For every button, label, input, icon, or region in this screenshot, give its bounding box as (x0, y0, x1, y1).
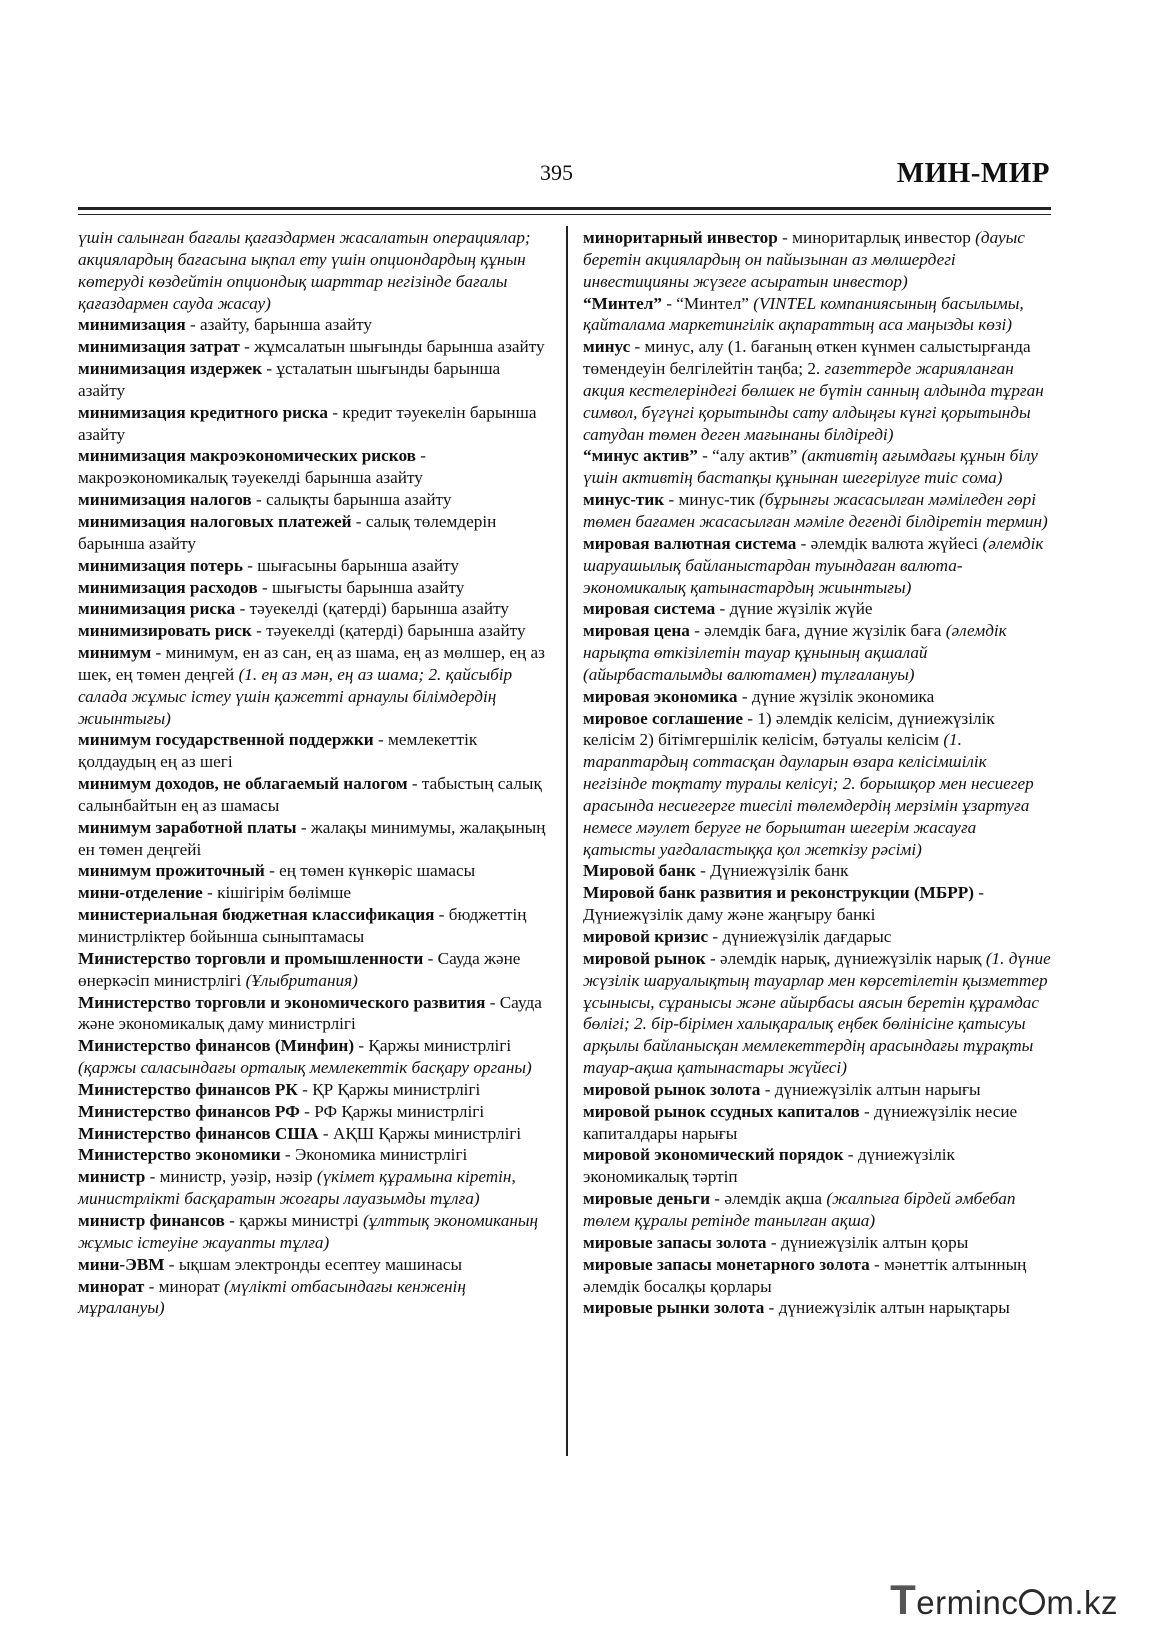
entry-translation: салықты барынша азайту (265, 490, 452, 510)
entry-term: Мировой банк (583, 861, 696, 881)
entry-definition: (1. ең аз мән, ең аз шама; 2. қайсыбір салада жұмыс істеу үшін қажетті арнаулы білімдердің жиынтығы) (78, 664, 513, 728)
entry-definition: үшін салынған бағалы қағаздармен жасалатын операциялар; акциялардың бағасына ықпал ету үшін опциондардың құнын көтеруді көздейтін опциондық шарттар негізінде бағалы қағаздармен сауда жасау) (78, 228, 531, 313)
entry-translation: дүниежүзілік несие капиталдары нарығы (583, 1101, 1018, 1143)
entry-separator: - (869, 1254, 885, 1274)
entry-definition: (әлемдік нарықта өткізілетін тауар құнының ақшалай (айырбасталымды валютамен) тұлғалануы) (583, 621, 1007, 684)
entry-translation: ең төмен күнкөріс шамасы (279, 861, 476, 881)
entry-separator: - (777, 228, 793, 247)
entry-separator: - (327, 402, 343, 422)
entry-term: минимизация кредитного риска (78, 402, 328, 422)
entry-separator: - (695, 861, 711, 881)
dictionary-entry (583, 293, 1051, 337)
entry-translation: 1) әлемдік келісім, дүниежүзілік келісім 2) бітімгершілік келісім, бәтуалы келісім (583, 708, 995, 750)
entry-translation: ықшам электронды есептеу машинасы (178, 1254, 462, 1274)
entry-translation: кредит тәуекелін барынша азайту (78, 402, 537, 444)
entry-separator: - (843, 1145, 858, 1165)
entry-translation: әлемдік валюта жүйесі (810, 533, 983, 553)
entry-translation: дүние жүзілік жүйе (729, 599, 873, 619)
entry-term: мировой рынок ссудных капиталов (583, 1101, 860, 1121)
entry-translation: миноритарлық инвестор (792, 228, 976, 247)
entry-term: мировая экономика (583, 686, 738, 706)
entry-separator: - (296, 817, 311, 837)
dictionary-entry (78, 729, 548, 773)
dictionary-entry (78, 314, 548, 336)
entry-separator: - (689, 621, 705, 641)
entry-separator: - (709, 1189, 725, 1209)
entry-translation: әлемдік нарық, дүниежүзілік нарық (720, 948, 986, 968)
dictionary-entry (78, 1079, 548, 1101)
dictionary-entry (78, 598, 548, 620)
entry-separator: - (264, 861, 280, 881)
entry-term: Министерство экономики (78, 1145, 281, 1165)
dictionary-entry (78, 1166, 548, 1210)
entry-translation: Дүниежүзілік банк (710, 861, 849, 881)
dictionary-entry (78, 882, 548, 904)
entry-separator: - (242, 555, 258, 575)
dictionary-entry (78, 1254, 548, 1276)
entry-separator: - (373, 730, 388, 750)
entry-term: мини-ЭВМ (78, 1254, 165, 1274)
entry-separator: - (145, 1167, 160, 1187)
entry-definition: (жалпыға бірдей әмбебап төлем құралы ретінде танылған ақша) (583, 1189, 1016, 1230)
page-number: 395 (540, 160, 573, 185)
entry-separator: - (235, 599, 250, 619)
entry-separator: - (407, 774, 422, 794)
entry-term: мировой кризис (583, 927, 709, 946)
entry-term: миноритарный инвестор (583, 228, 778, 247)
dictionary-entry (78, 1276, 548, 1320)
entry-term: Министерство финансов США (78, 1123, 319, 1143)
entry-translation: тәуекелді (қатерді) барынша азайту (249, 599, 509, 619)
entry-term: мировые запасы монетарного золота (583, 1254, 870, 1274)
entry-translation: макроэкономикалық тәуекелді барынша азайту (78, 468, 423, 488)
entry-translation: минорат (158, 1276, 225, 1296)
entry-term: минорат (78, 1276, 145, 1296)
entry-translation: дүниежүзілік алтын қоры (780, 1232, 969, 1252)
entry-translation: тәуекелді (қатерді) барынша азайту (266, 621, 526, 641)
entry-term: минимум прожиточный (78, 861, 265, 881)
dictionary-entry (78, 817, 548, 861)
entry-term: мировые деньги (583, 1189, 710, 1209)
entry-separator: - (164, 1254, 179, 1274)
dictionary-entry (583, 1079, 1051, 1101)
entry-definition: (1. тараптардың соттасқан дауларын өзара келісімшілік негізінде тоқтату туралы келісуі; 2. борышқор мен несиегер арасында несиегерге тиесілі төлемдердің мерзімін ұзартуға немесе мәулет беруге не борыштан шегерім жасауға қатысты уағдаластыққа қол жеткізу рәсімі) (583, 730, 1034, 859)
entry-separator: - (766, 1232, 781, 1252)
entry-translation: Сауда және экономикалық даму министрлігі (78, 992, 542, 1034)
entry-translation: кішігірім бөлімше (217, 883, 352, 903)
dictionary-entry (78, 1144, 548, 1166)
entry-translation: дүниежүзілік алтын нарықтары (778, 1298, 1010, 1318)
entry-term: минимизировать риск (78, 621, 252, 641)
entry-term: минимум заработной платы (78, 817, 297, 837)
entry-definition: (1. дүние жүзілік шаруалықтың тауарлар мен көрсетілетін қызметтер ұсынысы, сұранысы және айырбасы аясын беретін құрамдас бөлігі; 2. бір-бірімен халықаралық еңбек бөлінісіне қатысуы арқылы байланысқан мемлекеттердің арасындағы тұрақты тауар-ақша қатынастары жүйесі) (583, 948, 1051, 1078)
entry-definition: (үкімет құрамына кіретін, министрлікті басқаратын жоғары лауазымды тұлға) (78, 1167, 516, 1209)
entry-separator: - (415, 446, 426, 466)
entry-separator: - (185, 315, 200, 335)
dictionary-entry (583, 1101, 1051, 1145)
entry-translation: мәнеттік алтынның әлемдік босалқы қорлары (583, 1254, 1027, 1296)
dictionary-entry (583, 708, 1051, 861)
dictionary-entry (583, 533, 1051, 599)
column-divider (566, 226, 568, 1456)
entry-term: мировое соглашение (583, 708, 743, 728)
entry-term: министр финансов (78, 1210, 225, 1230)
entry-term: минимизация налоговых платежей (78, 511, 352, 531)
right-column (583, 227, 1051, 1319)
entry-separator: - (224, 1210, 240, 1230)
entry-separator: - (239, 337, 255, 357)
entry-separator: - (351, 511, 366, 531)
entry-separator: - (974, 883, 985, 903)
dictionary-entry (583, 598, 1051, 620)
dictionary-entry (583, 948, 1051, 1079)
dictionary-entry (583, 1297, 1051, 1319)
dictionary-entry (78, 773, 548, 817)
entry-separator: - (630, 337, 645, 357)
entry-translation: жалақы минимумы, жалақының ен төмен деңгейі (78, 817, 546, 859)
dictionary-entry (78, 402, 548, 446)
entry-term: “Минтел” (583, 293, 662, 313)
entry-term: минимум государственной поддержки (78, 730, 374, 750)
dictionary-entry (78, 511, 548, 555)
entry-translation: “алу актив” (712, 446, 802, 466)
entry-separator: - (859, 1101, 875, 1121)
entry-translation: минимум, ен аз сан, ең аз шама, ең аз мөлшер, ең аз шек, ең төмен деңгей (78, 643, 545, 684)
entry-separator: - (280, 1145, 295, 1165)
entry-translation: бюджеттің министрліктер бойынша сыныптамасы (78, 905, 527, 946)
entry-term: минимизация расходов (78, 577, 258, 597)
termincom-logo: Terminc m.kz (890, 1576, 1118, 1623)
entry-separator: - (661, 293, 677, 313)
entry-term: минус-тик (583, 490, 665, 510)
dictionary-entry (78, 555, 548, 577)
entry-term: минимизация затрат (78, 337, 240, 357)
entry-translation: Экономика министрлігі (294, 1145, 468, 1165)
entry-term: минимум доходов, не облагаемый налогом (78, 774, 408, 794)
entry-translation: минус, алу (1. бағаның өткен күнмен салыстырғанда төмендеуін белгілейтін таңба; 2. (583, 337, 1031, 379)
dictionary-entry (583, 227, 1051, 293)
dictionary-entry (78, 489, 548, 511)
entry-translation: қаржы министрі (239, 1210, 363, 1230)
entry-definition: (қаржы саласындағы орталық мемлекеттік басқару органы) (78, 1058, 532, 1078)
entry-definition: (VINTEL компаниясының басылымы, қайталама маркетингілік ақпараттың аса маңызды көзі) (583, 293, 1024, 335)
dictionary-entry (583, 1188, 1051, 1232)
dictionary-entry (583, 882, 1051, 926)
entry-translation: табыстың салық салынбайтын ең аз шамасы (78, 774, 542, 815)
entry-separator: - (485, 992, 500, 1012)
entry-translation: азайту, барынша азайту (199, 315, 372, 335)
dictionary-entry (78, 445, 548, 489)
entry-separator: - (760, 1079, 775, 1099)
entry-term: минимизация риска (78, 599, 236, 619)
dictionary-entry (78, 1101, 548, 1123)
entry-separator: - (257, 577, 272, 597)
entry-translation: ҚР Қаржы министрлігі (312, 1079, 481, 1099)
dictionary-entry (583, 620, 1051, 686)
entry-term: минимизация макроэкономических рисков (78, 446, 416, 466)
dictionary-entry (78, 1210, 548, 1254)
entry-separator: - (144, 1276, 159, 1296)
entry-term: мировая цена (583, 621, 690, 641)
entry-separator: - (764, 1298, 779, 1318)
section-title: МИН-МИР (896, 157, 1050, 189)
dictionary-entry (78, 336, 548, 358)
entry-separator: - (715, 599, 730, 619)
entry-separator: - (742, 708, 758, 728)
entry-translation: салық төлемдерін барынша азайту (78, 511, 497, 553)
entry-translation: шығасыны барынша азайту (257, 555, 459, 575)
entry-definition: (дауыс беретін акциялардың он пайызынан аз мөлшердегі инвестицияны жүзеге асыратын инвестор) (583, 228, 1025, 291)
entry-translation: дүние жүзілік экономика (751, 686, 935, 706)
entry-translation: дүниежүзілік дағдарыс (722, 927, 892, 946)
dictionary-entry (78, 577, 548, 599)
dictionary-entry (78, 642, 548, 729)
entry-term: минимизация потерь (78, 555, 243, 575)
entry-term: Мировой банк развития и реконструкции (МБРР) (583, 883, 974, 903)
entry-translation: министр, уәзір, нәзір (159, 1167, 317, 1187)
entry-term: мировая валютная система (583, 533, 797, 553)
entry-term: мини-отделение (78, 883, 203, 903)
entry-term: мировой рынок золота (583, 1079, 761, 1099)
entry-term: министр (78, 1167, 146, 1187)
entry-term: минимизация налогов (78, 490, 252, 510)
entry-separator: - (708, 927, 723, 946)
entry-term: Министерство финансов РК (78, 1079, 298, 1099)
entry-term: Министерство финансов РФ (78, 1101, 300, 1121)
dictionary-entry (583, 336, 1051, 445)
entry-translation: Сауда және өнеркәсіп министрлігі (78, 948, 521, 990)
dictionary-entry (583, 1232, 1051, 1254)
dictionary-entry (78, 904, 548, 948)
entry-translation: әлемдік баға, дүние жүзілік баға (704, 621, 946, 641)
entry-definition: (әлемдік шаруашылық байланыстардан туындаған валюта-экономикалық қатынастардың жиынтығы) (583, 533, 1044, 597)
entry-translation: Дүниежүзілік даму және жаңғыру банкі (583, 905, 876, 925)
entry-term: мировые запасы золота (583, 1232, 767, 1252)
dictionary-entry (583, 1254, 1051, 1298)
entry-translation: мемлекеттік қолдаудың ең аз шегі (78, 730, 478, 772)
dictionary-entry (78, 860, 548, 882)
entry-term: мировая система (583, 599, 716, 619)
dictionary-entry (78, 1035, 548, 1079)
entry-translation: РФ Қаржы министрлігі (314, 1101, 485, 1121)
dictionary-entry (78, 992, 548, 1036)
entry-separator: - (354, 1036, 369, 1056)
entry-separator: - (423, 948, 438, 968)
entry-translation: жұмсалатын шығынды барынша азайту (254, 337, 545, 357)
entry-definition: (бұрынғы жасасылған мәміледен гөрі төмен бағамен жасасылған мәміле дегенді білдіретін термин) (583, 490, 1048, 531)
entry-term: минимум (78, 643, 152, 663)
entry-translation: әлемдік ақша (724, 1189, 827, 1209)
header-rule (78, 207, 1051, 215)
dictionary-entry (78, 1123, 548, 1145)
entry-separator: - (796, 533, 811, 553)
entry-separator: - (151, 643, 166, 663)
entry-term: министериальная бюджетная классификация (78, 905, 435, 925)
dictionary-entry (583, 445, 1051, 489)
dictionary-entry (583, 926, 1051, 948)
entry-separator: - (262, 359, 277, 379)
entry-term: мировой экономический порядок (583, 1145, 844, 1165)
dictionary-entry (583, 1144, 1051, 1188)
entry-separator: - (737, 686, 752, 706)
entry-term: минимизация (78, 315, 186, 335)
entry-separator: - (251, 621, 267, 641)
entry-translation: АҚШ Қаржы министрлігі (332, 1123, 522, 1143)
entry-translation: ұсталатын шығынды барынша азайту (78, 359, 501, 400)
entry-term: мировой рынок (583, 948, 706, 968)
entry-separator: - (297, 1079, 313, 1099)
entry-translation: “Минтел” (676, 293, 754, 313)
entry-definition: (ұлттық экономиканың жұмыс істеуіне жауапты тұлға) (78, 1210, 539, 1252)
dictionary-entry (78, 358, 548, 402)
entry-term: Министерство торговли и промышленности (78, 948, 424, 968)
entry-term: минимизация издержек (78, 359, 263, 379)
entry-translation: дүниежүзілік алтын нарығы (774, 1079, 981, 1099)
entry-separator: - (299, 1101, 315, 1121)
entry-separator: - (664, 490, 679, 510)
entry-term: минус (583, 337, 631, 357)
entry-translation: дүниежүзілік экономикалық тәртіп (583, 1145, 955, 1187)
entry-term: мировые рынки золота (583, 1298, 765, 1318)
entry-definition: (мүлікті отбасындағы кенженің мұралануы) (78, 1276, 466, 1318)
entry-translation: шығысты барынша азайту (272, 577, 465, 597)
entry-separator: - (697, 446, 713, 466)
entry-definition: газеттерде жарияланған акция кестелеріндегі бөлшек не бүтін санның алдында тұрған символ, бүгүнгі қорытынды сату алдыңғы күнгі қорытынды сатудан төмен деген мағынаны білдіреді) (583, 359, 1044, 444)
dictionary-entry (78, 227, 548, 314)
entry-definition: (активтің ағымдағы құнын білу үшін активтің бастапқы құнынан шегерілуге тиіс сома) (583, 446, 1038, 488)
dictionary-entry (78, 620, 548, 642)
entry-term: “минус актив” (583, 446, 698, 466)
entry-separator: - (251, 490, 266, 510)
dictionary-entry (583, 686, 1051, 708)
dictionary-entry (78, 948, 548, 992)
entry-term: Министерство финансов (Минфин) (78, 1036, 355, 1056)
dictionary-entry (583, 860, 1051, 882)
entry-separator: - (318, 1123, 333, 1143)
entry-translation: минус-тик (678, 490, 760, 510)
dictionary-entry (583, 489, 1051, 533)
entry-definition: (Ұлыбритания) (245, 970, 358, 990)
entry-term: Министерство торговли и экономического развития (78, 992, 486, 1012)
entry-separator: - (202, 883, 218, 903)
entry-separator: - (705, 948, 720, 968)
entry-translation: Қаржы министрлігі (368, 1036, 512, 1056)
entry-separator: - (434, 905, 449, 925)
left-column (78, 227, 548, 1319)
